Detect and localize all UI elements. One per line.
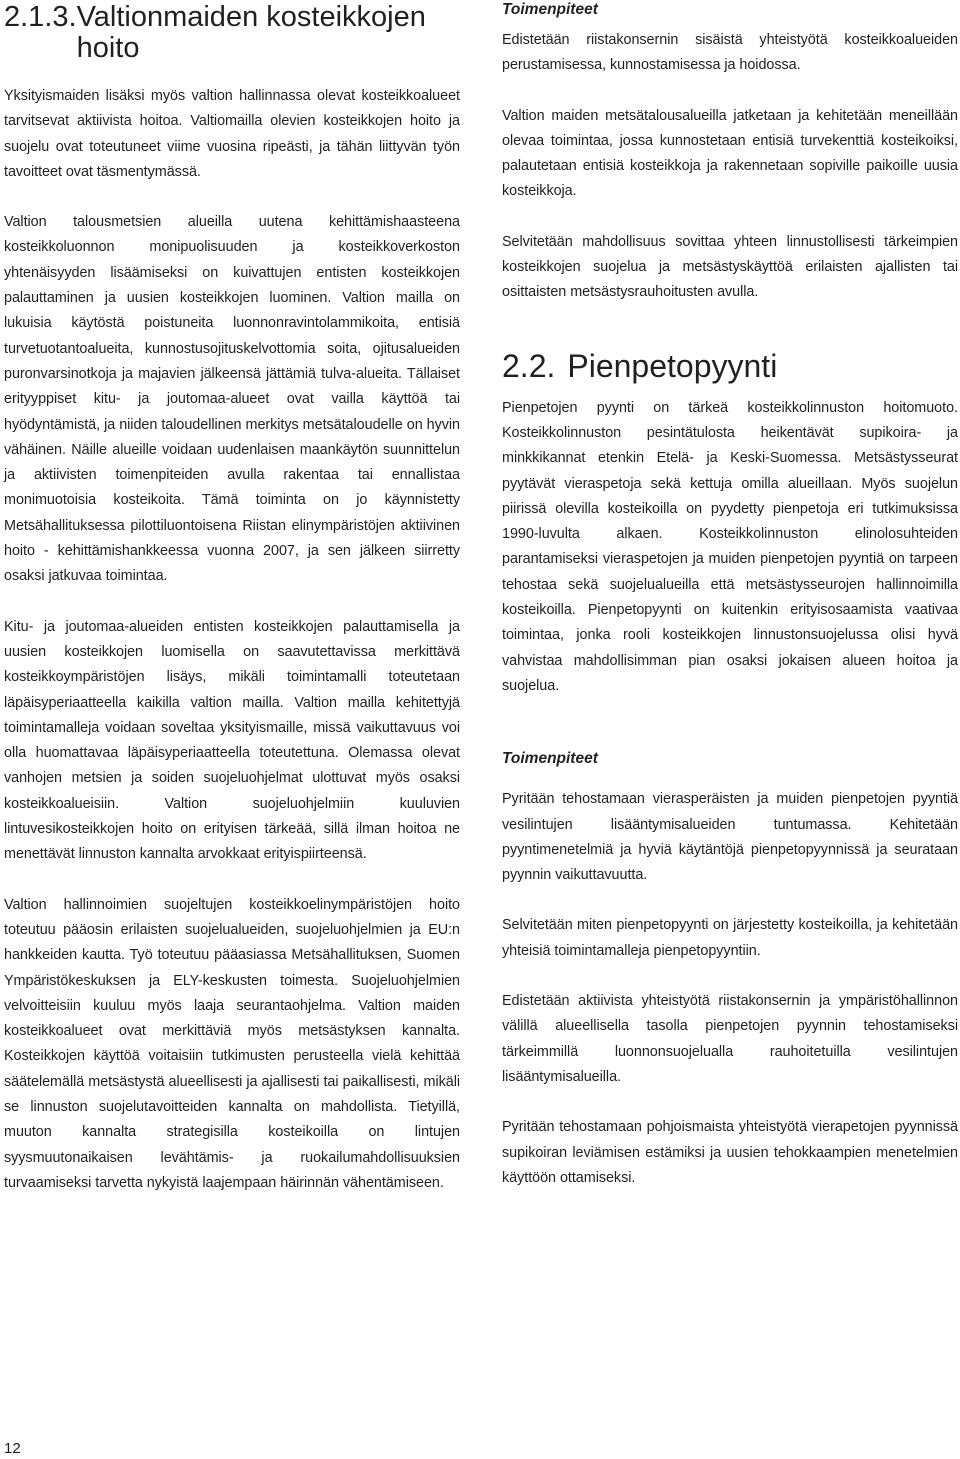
subheading-toimenpiteet: Toimenpiteet (502, 1, 598, 18)
section-title: Pienpetopyynti (567, 347, 778, 384)
right-column (502, 0, 958, 1191)
paragraph: Valtion maiden metsätalousalueilla jatketaan ja kehitetään meneillään olevaa toimintaa, jossa kunnostetaan entisiä turvekenttiä kosteikoiksi, palautetaan entisiä kosteikkoja ja rakennetaan sopiville paikoille uusia kosteikkoja. (502, 107, 958, 200)
paragraph: Edistetään aktiivista yhteistyötä riistakonsernin ja ympäristöhallinnon välillä alueellisella tasolla pienpetojen pyynnin tehostamiseksi tärkeimmillä luonnonsuojelualla rauhoitetuilla vesilintujen lisääntymisalueilla. (502, 993, 958, 1085)
section-number: 2.1.3. (4, 1, 77, 33)
page-number: 12 (4, 1440, 21, 1457)
left-column (4, 0, 460, 1196)
paragraph: Valtion hallinnoimien suojeltujen kosteikkoelinympäristöjen hoito toteutuu pääosin erilaisten suojelualueiden, suojeluohjelmien ja EU:n hankkeiden kautta. Työ toteutuu pääasiassa Metsähallituksen, Suomen Ympäristökeskuksen ja ELY-keskusten toimesta. Suojeluohjelmien velvoitteisiin kuuluu myös laaja seurantaohjelma. Valtion maiden kosteikkoalueet ovat merkittäviä myös metsästyksen kannalta. Kosteikkojen käyttöä voitaisiin tutkimusten perusteella vielä kehittää säätelemällä metsästystä alueellisesti ja ajallisesti tai paikallisesti, mikäli se linnuston suojelutavoitteiden kannalta on mahdollista. Tietyillä, muuton kannalta strategisilla kosteikoilla on lintujen syysmuutonaikaisen levähtämis- ja ruokailumahdollisuuksien turvaamiseksi tarvetta nykyistä laajempaan häirinnän vähentämiseen. (4, 896, 460, 1191)
paragraph: Selvitetään mahdollisuus sovittaa yhteen linnustollisesti tärkeimpien kosteikkojen suojelua ja metsästyskäyttöä erilaisten ajallisten tai osittaisten metsästysrauhoitusten avulla. (502, 233, 958, 301)
paragraph: Pienpetojen pyynti on tärkeä kosteikkolinnuston hoitomuoto. Kosteikkolinnuston pesintätulosta heikentävät supikoira- ja minkkikannat etenkin Etelä- ja Keski-Suomessa. Metsästysseurat pyytävät vieraspetoja sekä kettuja omilla alueillaan. Myös suojelun piirissä olevilla kosteikoilla on pyydetty pienpetoja eri tutkimuksissa 1990-luvulta alkaen. Kosteikkolinnuston elinolosuhteiden parantamiseksi vieraspetojen ja muiden pienpetojen pyyntiä on tarpeen tehostaa sekä suojelualueilla että metsästysseurojen hallinnoimilla kosteikoilla. Pienpetopyynti on kuitenkin erityisosaamista vaativaa toimintaa, jonka rooli kosteikkojen linnustonsuojelussa olisi hyvä vahvistaa mahdollisimman pian osaksi jokaisen alueen hoitoa ja suojelua. (502, 399, 958, 694)
paragraph: Kitu- ja joutomaa-alueiden entisten kosteikkojen palauttamisella ja uusien kosteikkojen luomisella on saavutettavissa merkittävä kosteikkoympäristöjen lisäys, mikäli toimintamalli toteutetaan läpäisyperiaatteella kaikilla valtion mailla. Valtion mailla kehitettyjä toimintamalleja voidaan soveltaa yksityismaille, missä vaikuttavuus voi olla huomattavaa läpäisyperiaatteella toteutettuna. Olemassa olevat vanhojen metsien ja soiden suojeluohjelmat ulottuvat myös osaksi kosteikkoalueisiin. Valtion suojeluohjelmiin kuuluvien lintuvesikosteikkojen hoito on erityisen tärkeää, sillä ilman hoitoa ne menettävät linnuston kannalta arvokkaat erityispiirteensä. (4, 618, 460, 863)
section-number: 2.2. (502, 347, 556, 384)
paragraph: Valtion talousmetsien alueilla uutena kehittämishaasteena kosteikkoluonnon monipuolisuuden ja kosteikkoverkoston yhtenäisyyden lisäämiseksi on kuivattujen entisten kosteikkojen palauttaminen ja uusien kosteikkojen luominen. Valtion mailla on lukuisia käytöstä poistuneita luonnonravintolammikoita, entisiä turvetuotantoalueita, kunnostusojituskelvottomia soita, ojitusalueiden puronvarsinotkoja ja majavien jälkeensä jättämiä tulva-alueita. Tällaiset erityyppiset kitu- ja joutomaa-alueet ovat vailla käyttöä tai hyödyntämistä, ja niiden taloudellinen merkitys metsätaloudelle on hyvin vähäinen. Näille alueille voidaan uudenlaisen maankäytön suunnittelun ja aktiivisten toimenpiteiden avulla rakentaa tai ennallistaa monimuotoisia kosteikoita. Tämä toiminta on jo käynnistetty Metsähallituksessa pilottiluontoisena Riistan elinympäristöjen aktiivinen hoito - kehittämishankkeessa vuonna 2007, ja sen jälkeen siirretty osaksi jatkuvaa toimintaa. (4, 214, 460, 585)
section-heading-2-2 (502, 346, 958, 384)
paragraph: Yksityismaiden lisäksi myös valtion hallinnassa olevat kosteikkoalueet tarvitsevat aktiivista hoitoa. Valtiomailla olevien kosteikkojen hoito ja suojelu ovat toteutuneet viime vuosina ripeästi, ja tähän liittyvän työn tavoitteet ovat täsmentymässä. (4, 88, 460, 180)
paragraph: Pyritään tehostamaan pohjoismaista yhteistyötä vierapetojen pyynnissä supikoiran leviämisen estämiksi ja uusien tehokkaampien menetelmien käyttöön ottamiseksi. (502, 1119, 958, 1186)
section-title: Valtionmaiden kosteikkojen hoito (76, 1, 426, 64)
paragraph: Pyritään tehostamaan vierasperäisten ja muiden pienpetojen pyyntiä vesilintujen lisääntymisalueiden tuntumassa. Kehitetään pyyntimenetelmiä ja hyviä käytäntöjä pienpetopyynnissä ja seurataan pyynnin vaikuttavuutta. (502, 791, 958, 884)
paragraph: Selvitetään miten pienpetopyynti on järjestetty kosteikoilla, ja kehitetään yhteisiä toimintamalleja pienpetopyyntiin. (502, 917, 958, 959)
subheading-toimenpiteet: Toimenpiteet (502, 750, 598, 768)
paragraph: Edistetään riistakonsernin sisäistä yhteistyötä kosteikkoalueiden perustamisessa, kunnostamisessa ja hoidossa. (502, 32, 958, 74)
section-heading-2-1-3 (4, 0, 460, 64)
